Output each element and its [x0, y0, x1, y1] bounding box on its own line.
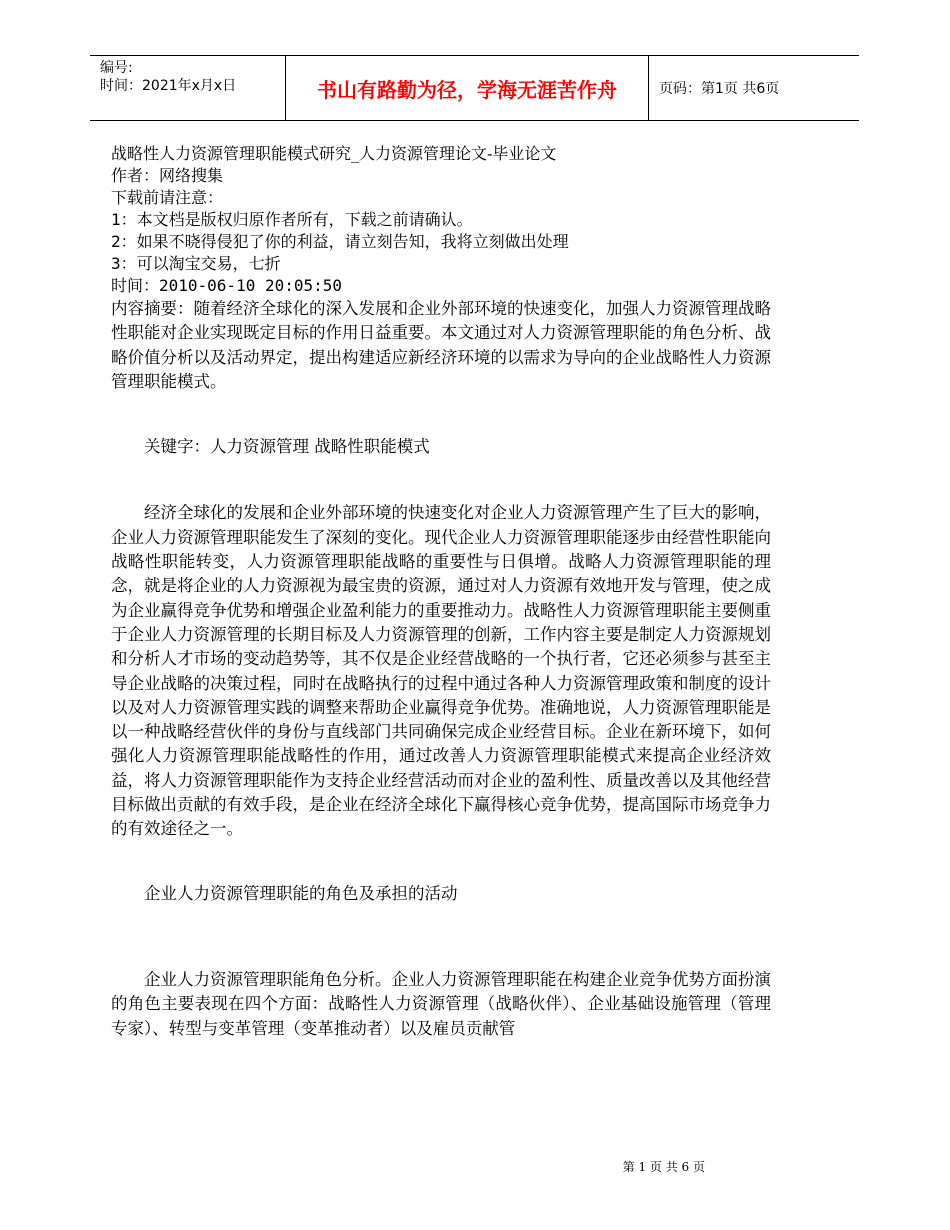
page-footer: 第 1 页 共 6 页 — [622, 1160, 705, 1174]
header-page-info: 页码：第1页 共6页 — [659, 81, 780, 97]
notice-item-1: 1：本文档是版权归原作者所有，下载之前请确认。 — [111, 210, 473, 229]
document-time: 时间：2010-06-10 20:05:50 — [111, 276, 343, 295]
document-body — [111, 143, 771, 1041]
document-header — [90, 55, 859, 121]
notice-item-3: 3：可以淘宝交易，七折 — [111, 254, 281, 273]
document-time-label: 时间：2021年x月x日 — [100, 78, 237, 94]
document-title: 战略性人力资源管理职能模式研究_人力资源管理论文-毕业论文 — [111, 144, 557, 163]
section-heading: 企业人力资源管理职能的角色及承担的活动 — [144, 883, 458, 903]
document-author: 作者：网络搜集 — [111, 166, 224, 185]
document-number-label: 编号: — [100, 60, 133, 76]
keywords: 关键字：人力资源管理 战略性职能模式 — [144, 437, 430, 457]
notice-item-2: 2：如果不晓得侵犯了你的利益，请立刻告知，我将立刻做出处理 — [111, 232, 569, 251]
header-meta-cell — [90, 56, 286, 120]
header-motto: 书山有路勤为径，学海无涯苦作舟 — [286, 56, 649, 120]
body-paragraph-2: 企业人力资源管理职能角色分析。企业人力资源管理职能在构建企业竞争优势方面扮演的角色主要表现在四个方面：战略性人力资源管理（战略伙伴）、企业基础设施管理（管理专家）、转型与变革管理（变革推动者）以及雇员贡献管 — [111, 969, 771, 1038]
notice-title: 下载前请注意： — [111, 188, 224, 207]
body-paragraph-1: 经济全球化的发展和企业外部环境的快速变化对企业人力资源管理产生了巨大的影响，企业人力资源管理职能发生了深刻的变化。现代企业人力资源管理职能逐步由经营性职能向战略性职能转变，人力资源管理职能战略的重要性与日俱增。战略人力资源管理职能的理念，就是将企业的人力资源视为最宝贵的资源，通过对人力资源有效地开发与管理，使之成为企业赢得竞争优势和增强企业盈利能力的重要推动力。战略性人力资源管理职能主要侧重于企业人力资源管理的长期目标及人力资源管理的创新，工作内容主要是制定人力资源规划和分析人才市场的变动趋势等，其不仅是企业经营战略的一个执行者，它还必须参与甚至主导企业战略的决策过程，同时在战略执行的过程中通过各种人力资源管理政策和制度的设计以及对人力资源管理实践的调整来帮助企业赢得竞争优势。准确地说，人力资源管理职能是以一种战略经营伙伴的身份与直线部门共同确保完成企业经营目标。企业在新环境下，如何强化人力资源管理职能战略性的作用，通过改善人力资源管理职能模式来提高企业经济效益，将人力资源管理职能作为支持企业经营活动而对企业的盈利性、质量改善以及其他经营目标做出贡献的有效手段，是企业在经济全球化下赢得核心竞争优势，提高国际市场竞争力的有效途径之一。 — [111, 503, 771, 839]
abstract: 内容摘要：随着经济全球化的深入发展和企业外部环境的快速变化，加强人力资源管理战略性职能对企业实现既定目标的作用日益重要。本文通过对人力资源管理职能的角色分析、战略价值分析以及活动界定，提出构建适应新经济环境的以需求为导向的企业战略性人力资源管理职能模式。 — [111, 299, 771, 391]
